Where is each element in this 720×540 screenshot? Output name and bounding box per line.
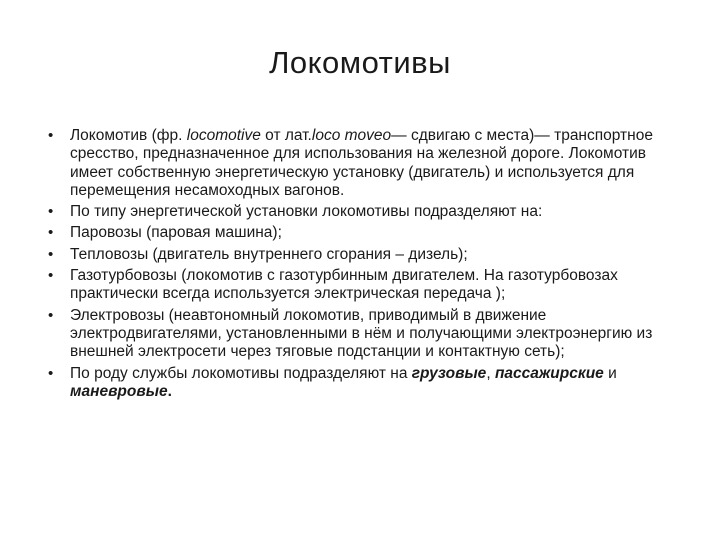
bullet-text: — сдвигаю с места)— транспортное сресство, предназначенное для использования на железной дороге. Локомотив имеет собственную энергетическую установку (двигатель) и используется для перемещения несамоходных вагонов.: [70, 127, 653, 199]
bullet-text: По роду службы локомотивы подразделяют на: [70, 364, 412, 382]
bullet-icon: •: [48, 306, 54, 324]
bullet-item: [48, 127, 683, 200]
bullet-icon: •: [48, 127, 54, 144]
bullet-term: Локомотив: [70, 127, 148, 144]
bullet-text: (паровая машина);: [141, 224, 282, 242]
bullet-term: Паровозы: [70, 224, 142, 242]
bullet-list: [48, 127, 683, 401]
bullet-item: [48, 203, 683, 221]
bullet-text: locomotive: [186, 127, 261, 144]
bullet-text: грузовые: [411, 364, 487, 382]
bullet-icon: •: [48, 203, 54, 221]
bullet-term: Тепловозы: [70, 245, 149, 263]
bullet-item: [48, 267, 683, 304]
bullet-item: [48, 246, 683, 264]
bullet-icon: •: [48, 267, 54, 285]
slide-content: [48, 127, 683, 404]
bullet-text: По типу энергетической установки локомотивы подразделяют на:: [70, 203, 543, 221]
bullet-text: (локомотив с газотурбинным двигателем. На газотурбовозах практически всегда используется электрическая передача );: [70, 267, 618, 303]
bullet-icon: •: [48, 224, 54, 242]
bullet-text: маневровые: [70, 382, 168, 400]
bullet-text: пассажирские: [494, 364, 604, 382]
bullet-item: [48, 365, 683, 402]
bullet-term: Газотурбовозы: [70, 267, 177, 285]
bullet-icon: •: [48, 245, 54, 263]
bullet-text: loco moveo: [311, 127, 392, 144]
bullet-text: ,: [486, 364, 495, 382]
bullet-icon: •: [48, 364, 54, 382]
bullet-text: (фр.: [147, 127, 187, 144]
slide-title: Локомотивы: [269, 45, 451, 80]
bullet-item: [48, 224, 683, 242]
bullet-term: Электровозы: [70, 306, 165, 324]
bullet-text: (неавтономный локомотив, приводимый в движение электродвигателями, установленными в нём и получающими электроэнергию из внешней электросети через тяговые подстанции и контактную сеть);: [70, 306, 653, 361]
bullet-text: .: [167, 382, 172, 400]
bullet-text: (двигатель внутреннего сгорания – дизель);: [148, 245, 468, 263]
bullet-item: [48, 307, 683, 362]
bullet-text: от лат.: [260, 127, 312, 144]
bullet-text: и: [603, 364, 617, 382]
